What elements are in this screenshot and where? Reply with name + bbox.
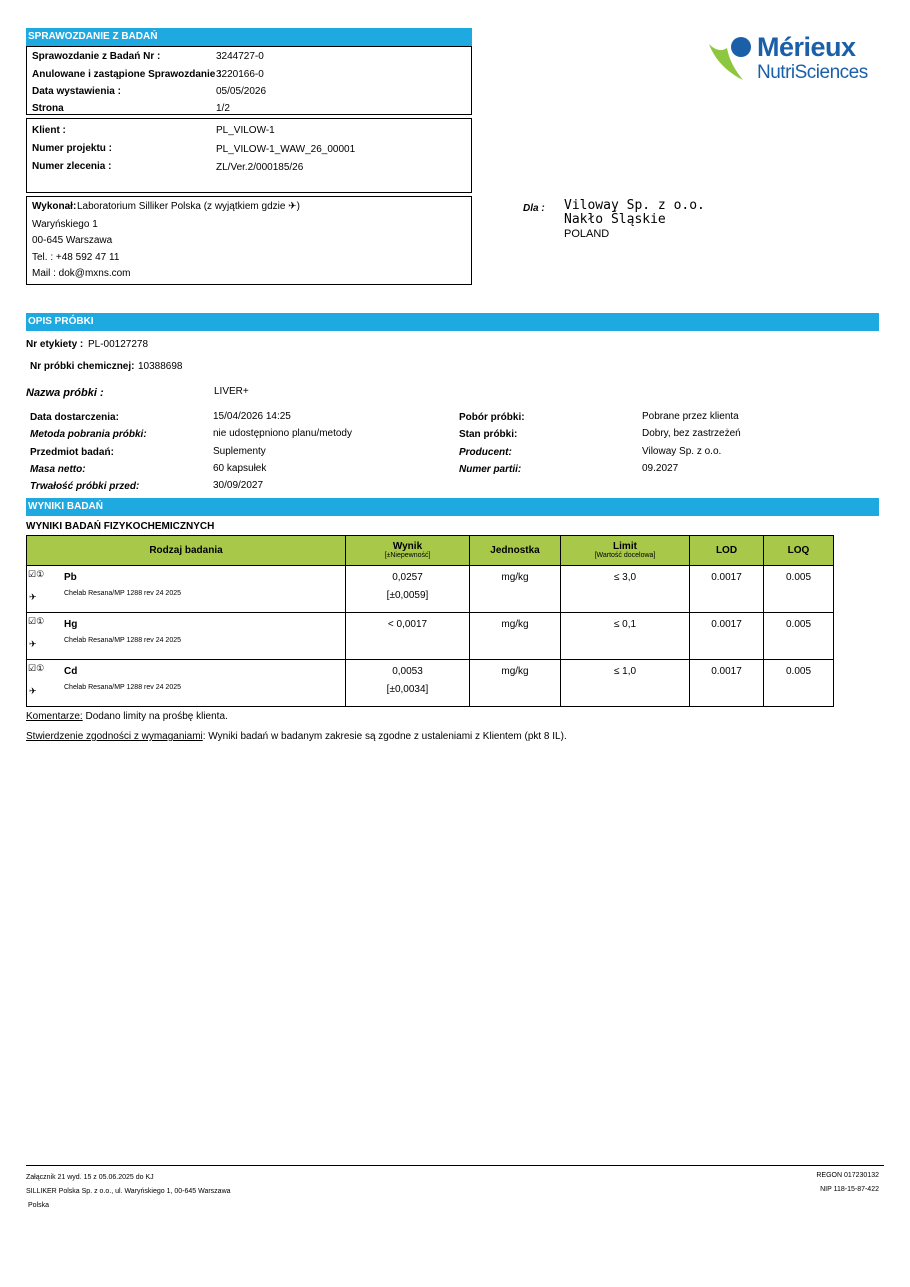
client-label: Klient : <box>32 125 66 136</box>
issue-date-label: Data wystawienia : <box>32 86 121 97</box>
comment-text: Dodano limity na prośbę klienta. <box>82 711 228 722</box>
net-mass-label: Masa netto: <box>30 464 86 475</box>
footer-regon: REGON 017230132 <box>816 1172 879 1179</box>
uncertainty: [±0,0059] <box>386 590 429 601</box>
results-bar: WYNIKI BADAŃ <box>26 498 879 516</box>
unit-cell: mg/kg <box>470 613 561 660</box>
producer-label: Producent: <box>459 447 512 458</box>
recipient-line-2: Nakło Śląskie <box>564 212 666 227</box>
sampling-method-label: Metoda pobrania próbki: <box>30 429 147 440</box>
batch-number-value: 09.2027 <box>642 463 679 474</box>
limit-cell: ≤ 3,0 <box>561 566 690 613</box>
recipient-label: Dla : <box>523 203 545 214</box>
client-info-box <box>26 118 472 193</box>
loq-cell: 0.005 <box>764 613 834 660</box>
analyte-name: Pb <box>64 572 77 583</box>
sample-condition-value: Dobry, bez zastrzeżeń <box>642 428 741 439</box>
sample-name-label: Nazwa próbki : <box>26 387 104 399</box>
test-subject-label: Przedmiot badań: <box>30 447 114 458</box>
accredited-check-icon: ☑① <box>28 569 45 579</box>
lab-label: Wykonał: <box>32 201 77 212</box>
replaced-report-label: Anulowane i zastąpione Sprawozdanie : <box>32 69 222 80</box>
recipient-line-3: POLAND <box>564 228 610 240</box>
sample-condition-label: Stan próbki: <box>459 429 518 440</box>
issue-date-value: 05/05/2026 <box>216 86 267 97</box>
result-cell: 0,0053 [±0,0034] <box>346 660 470 707</box>
header-lod: LOD <box>690 536 764 566</box>
results-table <box>26 535 834 707</box>
comment-label: Komentarze: <box>26 711 83 722</box>
report-number-label: Sprawozdanie z Badań Nr : <box>32 51 161 62</box>
comment-line <box>26 711 228 722</box>
test-cell <box>27 613 346 660</box>
producer-value: Viloway Sp. z o.o. <box>642 446 722 457</box>
table-row <box>27 566 834 613</box>
limit-cell: ≤ 1,0 <box>561 660 690 707</box>
header-limit-sub: [Wartość docelowa] <box>594 552 656 559</box>
lab-street: Waryńskiego 1 <box>32 219 98 230</box>
footer-divider <box>26 1165 884 1166</box>
analyte-name: Cd <box>64 666 78 677</box>
table-header-row <box>27 536 834 566</box>
accredited-check-icon: ☑① <box>28 616 45 626</box>
footer-country: Polska <box>28 1202 50 1209</box>
method-reference: Chelab Resana/MP 1288 rev 24 2025 <box>64 590 182 597</box>
footer-company-address: SILLIKER Polska Sp. z o.o., ul. Waryńskiego 1, 00-645 Warszawa <box>26 1188 231 1195</box>
result-cell: < 0,0017 <box>346 613 470 660</box>
report-number-value: 3244727-0 <box>216 51 264 62</box>
test-cell <box>27 566 346 613</box>
uncertainty: [±0,0034] <box>386 684 429 695</box>
chem-sample-number-value: 10388698 <box>138 361 183 372</box>
table-row <box>27 613 834 660</box>
unit-cell: mg/kg <box>470 660 561 707</box>
label-number-value: PL-00127278 <box>88 339 149 350</box>
batch-number-label: Numer partii: <box>459 464 522 475</box>
header-result-sub: [±Niepewność] <box>384 552 431 559</box>
conformity-line <box>26 731 567 742</box>
shelf-life-value: 30/09/2027 <box>213 480 264 491</box>
order-number-value: ZL/Ver.2/000185/26 <box>216 162 304 173</box>
sample-description-bar: OPIS PRÓBKI <box>26 313 879 331</box>
header-loq: LOQ <box>764 536 834 566</box>
delivery-date-value: 15/04/2026 14:25 <box>213 411 291 422</box>
sampling-method-value: nie udostępniono planu/metody <box>213 428 352 439</box>
net-mass-value: 60 kapsułek <box>213 463 267 474</box>
result-cell: 0,0257 [±0,0059] <box>346 566 470 613</box>
header-result: Wynik [±Niepewność] <box>346 536 470 566</box>
project-number-value: PL_VILOW-1_WAW_26_00001 <box>216 144 356 155</box>
logo-text-nutrisciences: NutriSciences <box>757 62 868 83</box>
lab-city: 00-645 Warszawa <box>32 235 113 246</box>
conformity-text: : Wyniki badań w badanym zakresie są zgodne z ustaleniami z Klientem (pkt 8 IL). <box>202 731 567 742</box>
chem-sample-number-label: Nr próbki chemicznej: <box>30 361 135 372</box>
lab-email: Mail : dok@mxns.com <box>32 268 131 279</box>
test-cell <box>27 660 346 707</box>
table-row <box>27 660 834 707</box>
logo-text-merieux: Mérieux <box>757 32 856 62</box>
lod-cell: 0.0017 <box>690 660 764 707</box>
recipient-line-1: Viloway Sp. z o.o. <box>564 198 705 213</box>
method-reference: Chelab Resana/MP 1288 rev 24 2025 <box>64 684 182 691</box>
lod-cell: 0.0017 <box>690 566 764 613</box>
header-test-type: Rodzaj badania <box>27 536 346 566</box>
header-unit: Jednostka <box>470 536 561 566</box>
shelf-life-label: Trwałość próbki przed: <box>30 481 140 492</box>
subcontracted-plane-icon: ✈ <box>29 639 37 649</box>
loq-cell: 0.005 <box>764 660 834 707</box>
results-subtitle: WYNIKI BADAŃ FIZYKOCHEMICZNYCH <box>26 521 215 532</box>
project-number-label: Numer projektu : <box>32 143 113 154</box>
sampling-label: Pobór próbki: <box>459 412 525 423</box>
limit-cell: ≤ 0,1 <box>561 613 690 660</box>
loq-cell: 0.005 <box>764 566 834 613</box>
analyte-name: Hg <box>64 619 78 630</box>
report-info-box <box>26 46 472 115</box>
method-reference: Chelab Resana/MP 1288 rev 24 2025 <box>64 637 182 644</box>
company-logo <box>705 30 880 92</box>
subcontracted-plane-icon: ✈ <box>29 592 37 602</box>
label-number-label: Nr etykiety : <box>26 339 84 350</box>
test-subject-value: Suplementy <box>213 446 266 457</box>
sampling-value: Pobrane przez klienta <box>642 411 739 422</box>
lab-name: Laboratorium Silliker Polska (z wyjątkiem gdzie ✈) <box>77 201 300 212</box>
page-value: 1/2 <box>216 103 230 114</box>
client-value: PL_VILOW-1 <box>216 125 275 136</box>
unit-cell: mg/kg <box>470 566 561 613</box>
page-label: Strona <box>32 103 64 114</box>
header-limit: Limit [Wartość docelowa] <box>561 536 690 566</box>
conformity-label: Stwierdzenie zgodności z wymaganiami <box>26 731 203 742</box>
lab-info-box <box>26 196 472 285</box>
footer-annex: Załącznik 21 wyd. 15 z 05.06.2025 do KJ <box>26 1174 154 1181</box>
sample-name-value: LIVER+ <box>214 386 249 397</box>
lab-phone: Tel. : +48 592 47 11 <box>32 252 120 263</box>
subcontracted-plane-icon: ✈ <box>29 686 37 696</box>
replaced-report-value: 3220166-0 <box>216 69 264 80</box>
delivery-date-label: Data dostarczenia: <box>30 412 119 423</box>
footer-nip: NIP 118-15-87-422 <box>820 1186 879 1193</box>
order-number-label: Numer zlecenia : <box>32 161 112 172</box>
accredited-check-icon: ☑① <box>28 663 45 673</box>
report-header-bar: SPRAWOZDANIE Z BADAŃ <box>26 28 472 46</box>
lod-cell: 0.0017 <box>690 613 764 660</box>
